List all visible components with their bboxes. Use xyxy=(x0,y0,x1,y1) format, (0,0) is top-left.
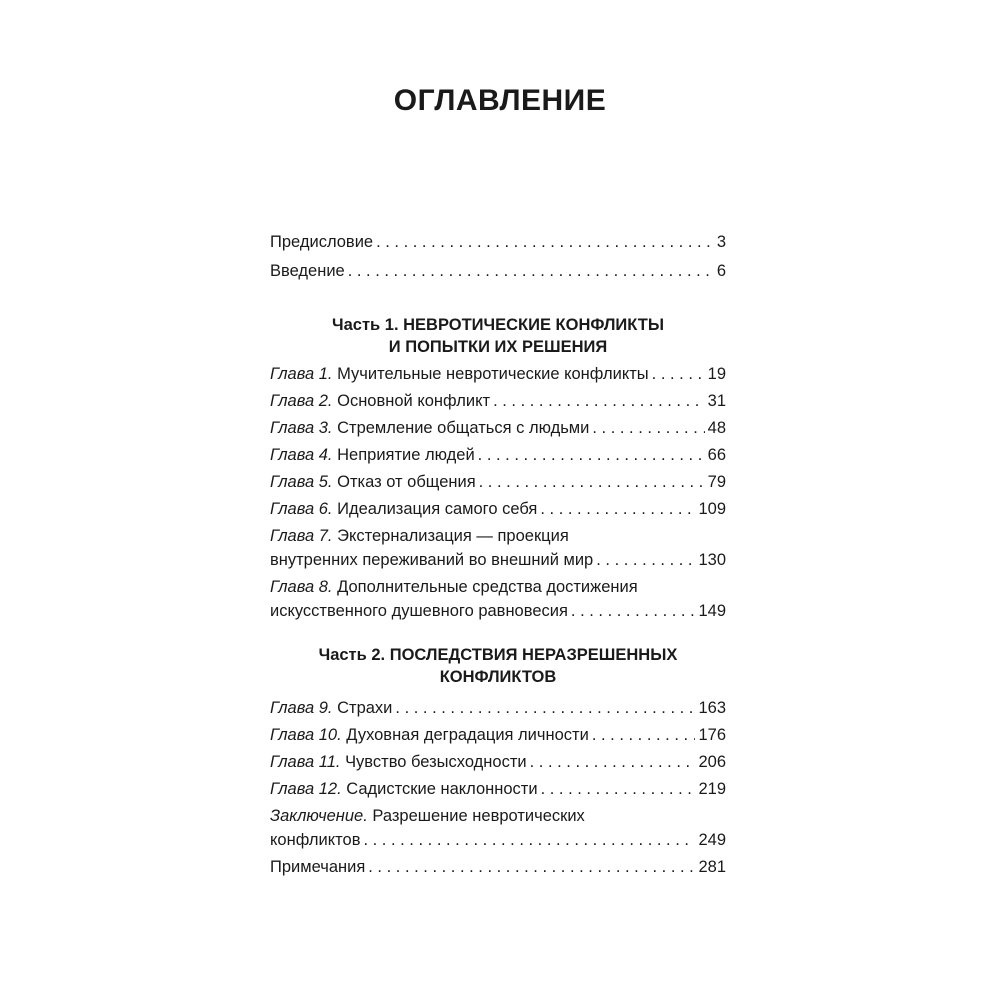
toc-entry-preface[interactable] xyxy=(270,230,726,254)
dot-leader xyxy=(479,470,705,494)
dot-leader xyxy=(592,416,704,440)
entry-title: Духовная деградация личности xyxy=(346,726,589,744)
page-number: 3 xyxy=(716,233,726,251)
dot-leader xyxy=(596,548,695,572)
toc-entry-chapter-3[interactable] xyxy=(270,416,726,440)
entry-title-line-2: конфликтов xyxy=(270,831,361,849)
chapter-label: Глава 1. xyxy=(270,365,333,383)
entry-title: Основной конфликт xyxy=(337,392,491,410)
page-number: 31 xyxy=(707,392,726,410)
chapter-label: Глава 9. xyxy=(270,699,333,717)
page-number: 281 xyxy=(698,858,726,876)
chapter-label: Глава 12. xyxy=(270,780,342,798)
entry-title: Примечания xyxy=(270,858,366,876)
dot-leader xyxy=(395,696,695,720)
table-of-contents xyxy=(270,230,726,879)
page-number: 79 xyxy=(707,473,726,491)
entry-title: Предисловие xyxy=(270,233,374,251)
dot-leader xyxy=(348,259,714,283)
toc-entry-chapter-6[interactable] xyxy=(270,497,726,521)
chapter-label: Глава 5. xyxy=(270,473,333,491)
entry-title-line-1: Дополнительные средства достижения xyxy=(337,578,638,596)
chapter-label: Глава 8. xyxy=(270,578,333,596)
dot-leader xyxy=(363,828,695,852)
entry-title: Мучительные невротические конфликты xyxy=(337,365,649,383)
toc-entry-chapter-7[interactable] xyxy=(270,524,726,572)
dot-leader xyxy=(571,599,696,623)
page-number: 109 xyxy=(698,500,726,518)
part-heading-line: Часть 1. НЕВРОТИЧЕСКИЕ КОНФЛИКТЫ xyxy=(332,316,664,334)
entry-title-line-1: Разрешение невротических xyxy=(372,807,585,825)
part-1-heading xyxy=(270,314,726,358)
dot-leader xyxy=(530,750,696,774)
dot-leader xyxy=(652,362,705,386)
page-number: 130 xyxy=(698,551,726,569)
toc-entry-conclusion[interactable] xyxy=(270,804,726,852)
entry-title: Отказ от общения xyxy=(337,473,476,491)
chapter-label: Глава 11. xyxy=(270,753,341,771)
page-number: 19 xyxy=(707,365,726,383)
entry-title-line-2: внутренних переживаний во внешний мир xyxy=(270,551,594,569)
toc-entry-notes[interactable] xyxy=(270,855,726,879)
page-number: 6 xyxy=(716,262,726,280)
page-number: 249 xyxy=(698,831,726,849)
entry-title-line-1: Экстернализация — проекция xyxy=(337,527,569,545)
toc-entry-chapter-11[interactable] xyxy=(270,750,726,774)
dot-leader xyxy=(376,230,714,254)
entry-title: Стремление общаться с людьми xyxy=(337,419,590,437)
entry-title: Страхи xyxy=(337,699,393,717)
toc-entry-chapter-1[interactable] xyxy=(270,362,726,386)
dot-leader xyxy=(592,723,696,747)
part-heading-line: КОНФЛИКТОВ xyxy=(439,668,557,686)
entry-title: Чувство безысходности xyxy=(345,753,527,771)
toc-entry-chapter-4[interactable] xyxy=(270,443,726,467)
toc-entry-chapter-12[interactable] xyxy=(270,777,726,801)
dot-leader xyxy=(540,497,695,521)
dot-leader xyxy=(493,389,705,413)
chapter-label: Глава 6. xyxy=(270,500,333,518)
page-number: 66 xyxy=(707,446,726,464)
entry-title: Неприятие людей xyxy=(337,446,475,464)
part-heading-line: И ПОПЫТКИ ИХ РЕШЕНИЯ xyxy=(388,338,608,356)
entry-title-line-2: искусственного душевного равновесия xyxy=(270,602,568,620)
page-number: 219 xyxy=(698,780,726,798)
dot-leader xyxy=(541,777,696,801)
entry-title: Садистские наклонности xyxy=(346,780,538,798)
page-number: 48 xyxy=(707,419,726,437)
page-title: ОГЛАВЛЕНИЕ xyxy=(393,84,607,117)
page-number: 176 xyxy=(698,726,726,744)
entry-title: Введение xyxy=(270,262,345,280)
page-number: 149 xyxy=(698,602,726,620)
toc-entry-chapter-8[interactable] xyxy=(270,575,726,623)
toc-entry-introduction[interactable] xyxy=(270,259,726,283)
entry-title: Идеализация самого себя xyxy=(337,500,538,518)
part-heading-line: Часть 2. ПОСЛЕДСТВИЯ НЕРАЗРЕШЕННЫХ xyxy=(318,646,678,664)
dot-leader xyxy=(478,443,705,467)
toc-entry-chapter-2[interactable] xyxy=(270,389,726,413)
chapter-label: Глава 3. xyxy=(270,419,333,437)
part-2-heading xyxy=(270,644,726,688)
toc-entry-chapter-5[interactable] xyxy=(270,470,726,494)
chapter-label: Заключение. xyxy=(270,807,368,825)
chapter-label: Глава 10. xyxy=(270,726,342,744)
page-number: 163 xyxy=(698,699,726,717)
dot-leader xyxy=(368,855,695,879)
chapter-label: Глава 4. xyxy=(270,446,333,464)
page-number: 206 xyxy=(698,753,726,771)
chapter-label: Глава 7. xyxy=(270,527,333,545)
toc-entry-chapter-10[interactable] xyxy=(270,723,726,747)
toc-entry-chapter-9[interactable] xyxy=(270,696,726,720)
chapter-label: Глава 2. xyxy=(270,392,333,410)
